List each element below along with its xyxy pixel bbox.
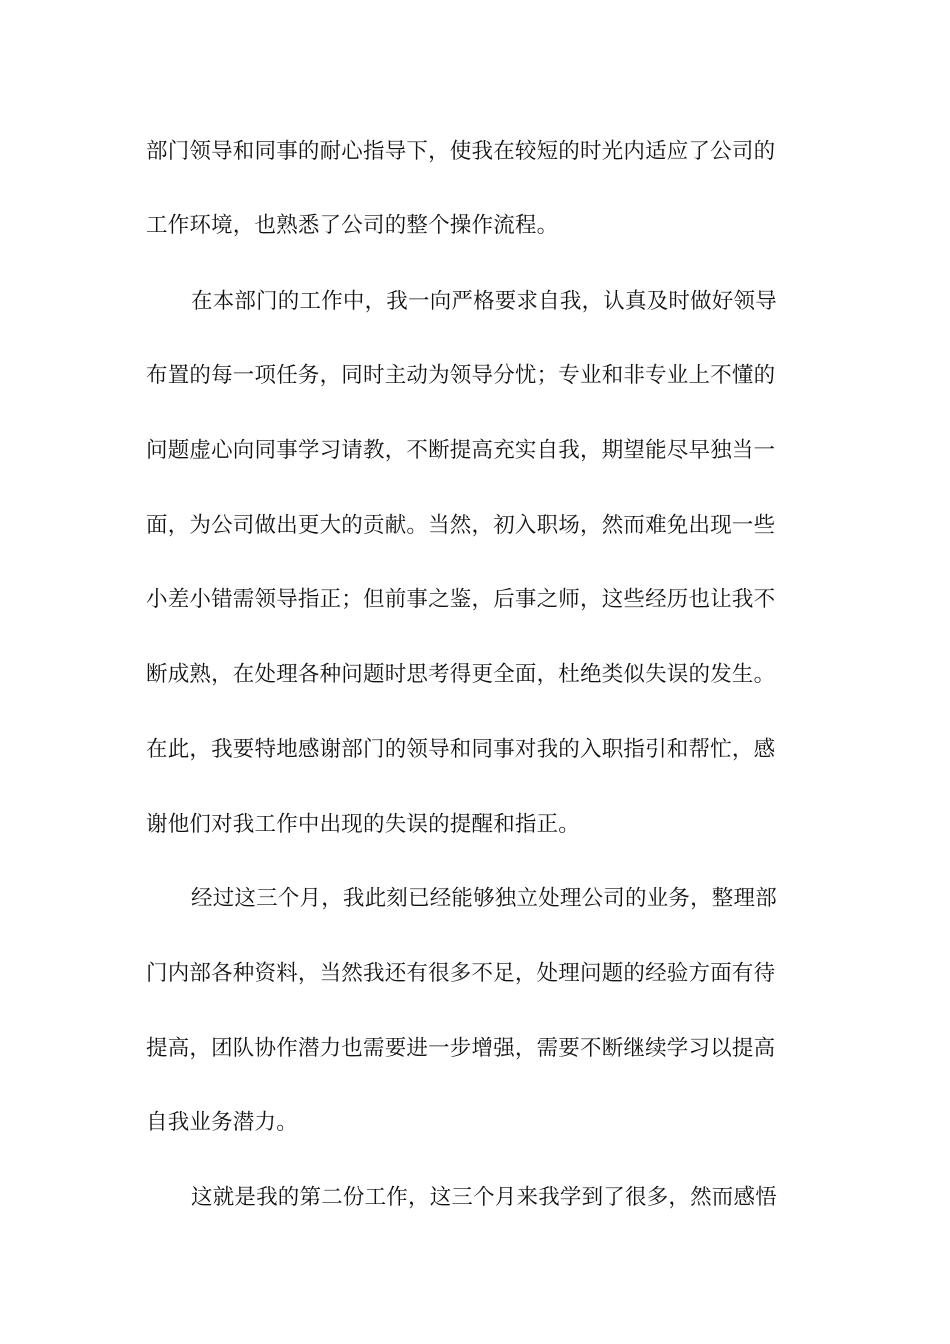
paragraph-start-line: 这就是我的第二份工作，这三个月来我学到了很多，然而感悟 (191, 1185, 777, 1210)
paragraph-start-line: 在本部门的工作中，我一向严格要求自我，认真及时做好领导 (191, 289, 777, 314)
text-line: 问题虚心向同事学习请教，不断提高充实自我，期望能尽早独当一 (146, 438, 776, 463)
text-line: 断成熟，在处理各种问题时思考得更全面，杜绝类似失误的发生。 (146, 662, 776, 687)
paragraph-start-line: 经过这三个月，我此刻已经能够独立处理公司的业务，整理部 (191, 886, 777, 911)
text-line: 部门领导和同事的耐心指导下，使我在较短的时光内适应了公司的 (146, 139, 776, 164)
text-line: 提高，团队协作潜力也需要进一步增强，需要不断继续学习以提高 (146, 1036, 776, 1061)
text-line: 布置的每一项任务，同时主动为领导分忧；专业和非专业上不懂的 (146, 363, 776, 388)
text-line: 小差小错需领导指正；但前事之鉴，后事之师，这些经历也让我不 (146, 587, 776, 612)
text-line: 谢他们对我工作中出现的失误的提醒和指正。 (146, 812, 581, 837)
text-line: 自我业务潜力。 (146, 1110, 298, 1135)
text-line: 工作环境，也熟悉了公司的整个操作流程。 (146, 213, 559, 238)
text-line: 在此，我要特地感谢部门的领导和同事对我的入职指引和帮忙，感 (146, 737, 776, 762)
text-line: 面，为公司做出更大的贡献。当然，初入职场，然而难免出现一些 (146, 513, 776, 538)
text-line: 门内部各种资料，当然我还有很多不足，处理问题的经验方面有待 (146, 961, 776, 986)
